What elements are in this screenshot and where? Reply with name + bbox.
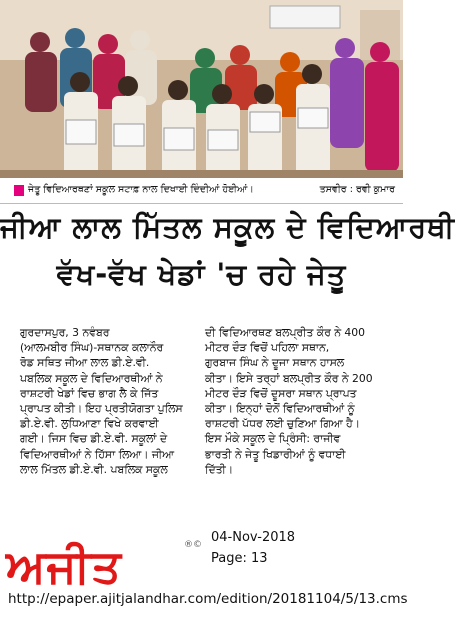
article-line: ਦੀ ਵਿਦਿਆਰਥਣ ਬਲਪ੍ਰੀਤ ਕੌਰ ਨੇ 400: [205, 326, 365, 339]
news-photo: [0, 0, 403, 178]
source-url-link[interactable]: http://epaper.ajitjalandhar.com/edition/20181104/5/13.cms: [8, 591, 408, 607]
edition-date: 04-Nov-2018: [211, 530, 296, 545]
article-line: ਰਾਸ਼ਟਰੀ ਖੇਡਾਂ ਵਿਚ ਭਾਗ ਲੈ ਕੇ ਜਿੱਤ: [20, 386, 159, 400]
group-photo-illustration: [0, 0, 403, 178]
article-line: (ਆਲਮਬੀਰ ਸਿੰਘ)-ਸਥਾਨਕ ਕਲਾਨੌਰ: [20, 341, 164, 355]
article-line: ਗੁਰਬਾਜ ਸਿੰਘ ਨੇ ਦੂਜਾ ਸਥਾਨ ਹਾਸਲ: [205, 356, 345, 370]
headline-line-2: ਵੱਖ-ਵੱਖ ਖੇਡਾਂ 'ਚ ਰਹੇ ਜੇਤੂ: [56, 257, 347, 291]
article-line: ਵਿਦਿਆਰਥੀਆਂ ਨੇ ਹਿੱਸਾ ਲਿਆ। ਜੀਆ: [20, 447, 174, 461]
article-line: ਰਾਸ਼ਟਰੀ ਪੱਧਰ ਲਈ ਚੁਣਿਆ ਗਿਆ ਹੈ।: [205, 417, 360, 431]
article-column-left: [20, 325, 206, 477]
article-line: ਮੀਟਰ ਦੌੜ ਵਿਚੋਂ ਦੂਸਰਾ ਸਥਾਨ ਪ੍ਰਾਪਤ: [205, 386, 357, 400]
article-line: ਮੀਟਰ ਦੌੜ ਵਿਚੋਂ ਪਹਿਲਾ ਸਥਾਨ,: [205, 341, 330, 355]
newspaper-logo: [6, 539, 202, 593]
article-line: ਗੁਰਦਾਸਪੁਰ, 3 ਨਵੰਬਰ: [20, 326, 110, 339]
photo-credit: ਤਸਵੀਰ : ਰਵੀ ਕੁਮਾਰ: [319, 184, 395, 195]
article-line: ਕੀਤਾ। ਇਨ੍ਹਾਂ ਦੋਨੋਂ ਵਿਦਿਆਰਥੀਆਂ ਨੂੰ: [205, 402, 355, 416]
photo-caption: ਜੇਤੂ ਵਿਦਿਆਰਥਣਾਂ ਸਕੂਲ ਸਟਾਫ਼ ਨਾਲ ਦਿਖਾਈ ਦਿੰਦੀਆਂ ਹੋਈਆਂ।: [28, 184, 254, 195]
article-line: ਡੀ.ਏ.ਵੀ. ਲੁਧਿਆਣਾ ਵਿਖੇ ਕਰਵਾਈ: [20, 417, 159, 431]
article-line: ਇਸ ਮੌਕੇ ਸਕੂਲ ਦੇ ਪ੍ਰਿੰਸੀ: ਰਾਜੀਵ: [205, 432, 341, 446]
article-column-right: [205, 325, 391, 477]
headline-line-1: ਜੀਆ ਲਾਲ ਮਿੱਤਲ ਸਕੂਲ ਦੇ ਵਿਦਿਆਰਥੀ: [0, 210, 455, 244]
article-line: ਲਾਲ ਮਿੱਤਲ ਡੀ.ਏ.ਵੀ. ਪਬਲਿਕ ਸਕੂਲ: [20, 462, 168, 476]
article-line: ਕੀਤਾ। ਇਸੇ ਤਰ੍ਹਾਂ ਬਲਪ੍ਰੀਤ ਕੌਰ ਨੇ 200: [205, 371, 373, 385]
page-number: Page: 13: [211, 551, 268, 566]
article-line: ਪ੍ਰਾਪਤ ਕੀਤੀ। ਇਹ ਪ੍ਰਤੀਯੋਗਤਾ ਪੁਲਿਸ: [20, 402, 183, 416]
caption-marker-icon: [14, 185, 24, 196]
article-line: ਰੋਡ ਸਥਿਤ ਜੀਆ ਲਾਲ ਡੀ.ਏ.ਵੀ.: [20, 356, 150, 370]
article-line: ਗਈ। ਜਿਸ ਵਿਚ ਡੀ.ਏ.ਵੀ. ਸਕੂਲਾਂ ਦੇ: [20, 432, 168, 446]
registered-copyright-marks: ®©: [184, 540, 202, 550]
article-body: [0, 325, 403, 476]
article-line: ਦਿੱਤੀ।: [205, 462, 234, 476]
logo-text: ਅਜੀਤ: [6, 539, 122, 593]
article-line: ਭਾਰਤੀ ਨੇ ਜੇਤੂ ਖਿਡਾਰੀਆਂ ਨੂੰ ਵਧਾਈ: [205, 447, 346, 461]
photo-caption-bar: [0, 181, 403, 204]
article-line: ਪਬਲਿਕ ਸਕੂਲ ਦੇ ਵਿਦਿਆਰਥੀਆਂ ਨੇ: [20, 371, 163, 385]
